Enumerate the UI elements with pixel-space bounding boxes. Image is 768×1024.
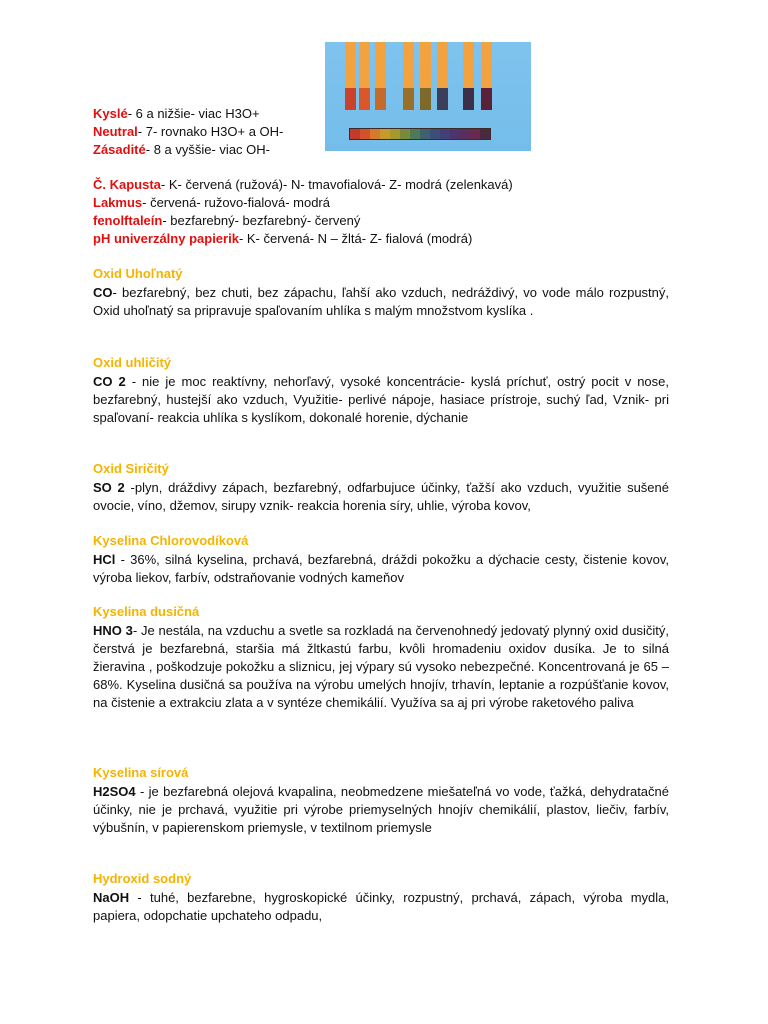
ph-scale-swatch [390,129,400,139]
section-body [93,284,669,320]
section-body [93,783,669,837]
ph-scale-swatch [370,129,380,139]
ph-line-basic [93,141,270,159]
section-text: - tuhé, bezfarebne, hygroskopické účinky, rozpustný, prchavá, zápach, výroba mydla, papiera, odopchatie upchateho odpadu, [93,890,669,923]
section-heading: Oxid Siričitý [93,461,169,476]
ph-strip-pad [403,88,414,110]
section-heading: Kyselina sírová [93,765,189,780]
section-body [93,373,669,427]
section-body [93,889,669,925]
ph-strip-pad [437,88,448,110]
section-body [93,622,669,712]
ph-strip [481,42,492,110]
ph-scale-swatch [350,129,360,139]
ph-strip-pad [463,88,474,110]
section-body [93,551,669,587]
ph-scale-swatch [480,129,490,139]
indicator-text: - červená- ružovo-fialová- modrá [142,195,330,210]
section-text: - bezfarebný, bez chuti, bez zápachu, ľahší ako vzduch, nedráždivý, vo vode málo rozpustný, Oxid uhoľnatý sa pripravuje spaľovaním uhlíka s malým množstvom kyslíka . [93,285,669,318]
indicator-text: - K- červená- N – žltá- Z- fialová (modrá) [238,231,473,246]
ph-scale-swatch [470,129,480,139]
ph-scale-swatch [440,129,450,139]
ph-strip [437,42,448,110]
indicator-line [93,194,330,212]
indicator-line [93,212,360,230]
formula: HNO 3 [93,623,133,638]
ph-scale-swatch [450,129,460,139]
section-body [93,479,669,515]
ph-scale-swatch [460,129,470,139]
ph-strip [345,42,356,110]
ph-scale-swatch [380,129,390,139]
ph-label: Neutral [93,124,138,139]
ph-strip-pad [420,88,431,110]
ph-color-scale [349,128,491,140]
section-heading: Hydroxid sodný [93,871,192,886]
ph-label: Zásadité [93,142,146,157]
ph-label: Kyslé [93,106,128,121]
indicator-text: - bezfarebný- bezfarebný- červený [162,213,361,228]
ph-scale-swatch [360,129,370,139]
indicator-line [93,230,472,248]
ph-text: - 7- rovnako H3O+ a OH- [137,124,284,139]
formula: CO [93,285,113,300]
ph-text: - 8 a vyššie- viac OH- [145,142,270,157]
indicator-label: Č. Kapusta [93,177,161,192]
section-heading: Oxid Uhoľnatý [93,266,183,281]
ph-text: - 6 a nižšie- viac H3O+ [127,106,260,121]
ph-scale-swatch [400,129,410,139]
indicator-label: Lakmus [93,195,143,210]
ph-line-acid [93,105,260,123]
ph-strips-photo [325,42,531,151]
ph-strip-pad [481,88,492,110]
ph-strip [359,42,370,110]
indicator-label: pH univerzálny papierik [93,231,239,246]
ph-strip [375,42,386,110]
indicator-text: - K- červená (ružová)- N- tmavofialová- Z- modrá (zelenkavá) [160,177,513,192]
section-text: - 36%, silná kyselina, prchavá, bezfarebná, dráždi pokožku a dýchacie cesty, čistenie kovov, výroba liekov, farbív, odstraňovanie vodných kameňov [93,552,669,585]
section-text: - nie je moc reaktívny, nehorľavý, vysoké koncentrácie- kyslá príchuť, ostrý pocit v nose, bezfarebný, hustejší ako vzduch, Využitie- perlivé nápoje, hasiace prístroje, suchý ľad, Vznik- pri spaľovaní- reakcia uhlíka s kyslíkom, dokonalé horenie, dýchanie [93,374,670,425]
ph-strip [403,42,414,110]
formula: NaOH [93,890,130,905]
ph-strip-pad [359,88,370,110]
indicator-label: fenolftaleín [93,213,163,228]
section-heading: Oxid uhličitý [93,355,172,370]
section-text: -plyn, dráždivy zápach, bezfarebný, odfarbujuce účinky, ťažší ako vzduch, využitie sušené ovocie, víno, džemov, sirupy vznik- reakcia horenia síry, uhlie, výroba kovov, [93,480,669,513]
section-heading: Kyselina dusičná [93,604,200,619]
indicator-line [93,176,513,194]
ph-strip-pad [345,88,356,110]
formula: SO 2 [93,480,125,495]
section-text: - Je nestála, na vzduchu a svetle sa rozkladá na červenohnedý jedovatý plynný oxid dusičitý, čerstvá je bezfarebná, staršia má žltkastú farbu, kvôli hromadeniu oxidov dusíka. Je to silná žieravina , poškodzuje pokožku a sliznicu, jej výpary sú vysoko nebezpečné. Koncentrovaná je 65 – 68%. Kyselina dusičná sa používa na výrobu umelých hnojív, trhavín, leptanie a rozpúšťanie kovov, na čistenie a extrakciu zlata a v syntéze chemikálií. Využíva sa aj pri výrobe raketového paliva [93,623,670,710]
formula: HCl [93,552,116,567]
section-heading: Kyselina Chlorovodíková [93,533,249,548]
ph-strip [463,42,474,110]
ph-strip-pad [375,88,386,110]
ph-scale-swatch [430,129,440,139]
section-text: - je bezfarebná olejová kvapalina, neobmedzene miešateľná vo vode, ťažká, dehydratačné účinky, nie je prchavá, využitie pri výrobe priemyselných hnojív chemikálií, plastov, liečiv, farbív, výbušnín, v papierenskom priemysle, v textilnom priemysle [93,784,669,835]
formula: CO 2 [93,374,126,389]
ph-line-neutral [93,123,283,141]
ph-scale-swatch [410,129,420,139]
ph-scale-swatch [420,129,430,139]
formula: H2SO4 [93,784,136,799]
ph-strip [420,42,431,110]
